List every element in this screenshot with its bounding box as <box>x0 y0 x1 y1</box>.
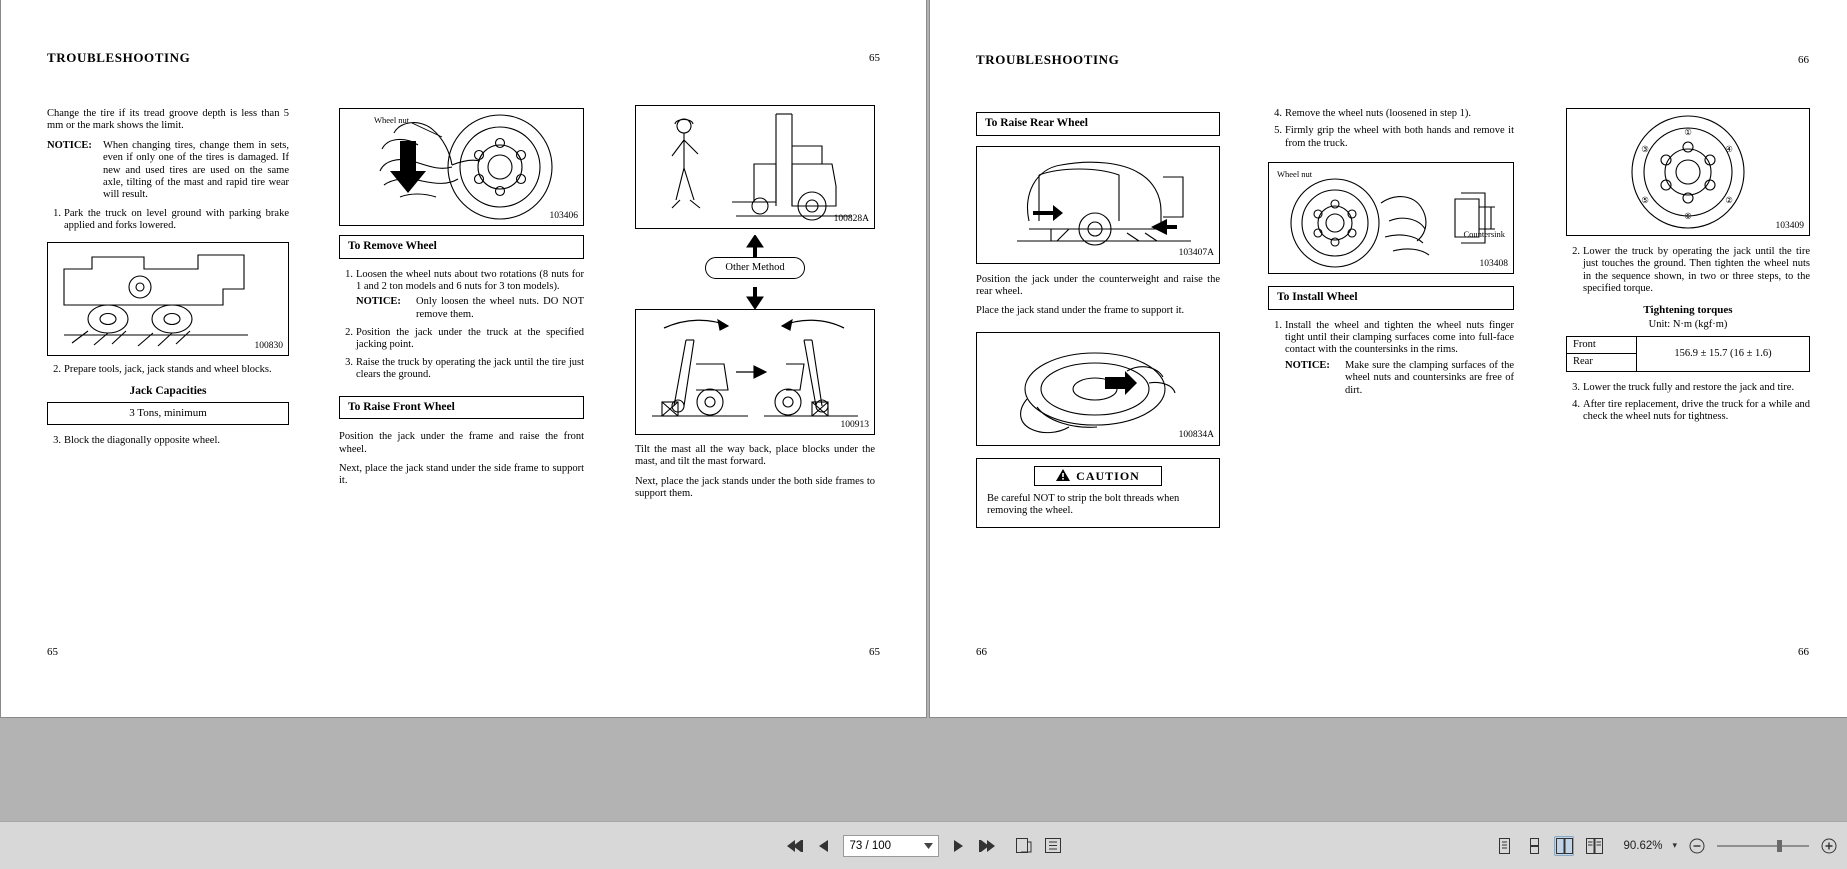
figure-number: 100913 <box>840 419 869 430</box>
zoom-slider-track <box>1717 845 1809 847</box>
page-footer-left: 66 <box>976 646 987 659</box>
list-item-number: 4. <box>1572 398 1580 410</box>
zoom-slider-knob[interactable] <box>1777 840 1782 852</box>
caution-box <box>976 458 1220 528</box>
list-item <box>47 435 289 447</box>
torque-value: 156.9 ± 15.7 (16 ± 1.6) <box>1637 336 1810 371</box>
caution-text: Be careful NOT to strip the bolt threads when removing the wheel. <box>987 492 1180 517</box>
list-item-number: 3. <box>1572 381 1580 393</box>
torque-row-label: Front <box>1567 336 1637 353</box>
wheel-nut-tightening-sequence-illustration <box>1567 109 1809 235</box>
install-wheel-steps <box>1268 320 1514 397</box>
notice-label: NOTICE: <box>1285 359 1330 371</box>
operator-forklift-illustration <box>636 106 874 228</box>
zoom-out-icon[interactable] <box>1687 836 1707 856</box>
toolbar-view-group <box>1494 836 1839 856</box>
remove-wheel-by-hand-illustration <box>977 333 1219 445</box>
tightening-torques-table <box>1566 336 1810 372</box>
list-item <box>1566 399 1810 424</box>
warning-triangle-icon <box>1056 469 1070 481</box>
list-item <box>1268 125 1514 150</box>
list-item-number: 1. <box>1274 319 1282 331</box>
figure-100834A <box>976 332 1220 446</box>
zoom-dropdown-icon[interactable]: ▾ <box>1672 840 1677 850</box>
figure-number: 103408 <box>1479 258 1508 269</box>
caution-label: CAUTION <box>1076 468 1140 483</box>
list-item-text: Raise the truck by operating the jack until the tire just clears the ground. <box>356 356 584 381</box>
torque-row-label: Rear <box>1567 354 1637 371</box>
remove-wheel-steps-cont <box>1268 108 1514 150</box>
raise-rear-para-2: Place the jack stand under the frame to support it. <box>976 305 1185 317</box>
figure-number: 100834A <box>1178 430 1214 441</box>
list-item-text: Lower the truck by operating the jack until the tire just touches the ground. Then tighten the wheel nuts in the sequence shown, in two or three steps, to the specified torque. <box>1583 246 1810 295</box>
list-item <box>47 364 289 376</box>
continuous-view-icon[interactable] <box>1524 836 1544 856</box>
callout-6: ⑥ <box>1684 211 1692 221</box>
jack-capacities-title: Jack Capacities <box>129 384 207 397</box>
figure-103406 <box>339 108 584 226</box>
jack-capacities-value: 3 Tons, minimum <box>47 402 289 425</box>
step-list-3 <box>47 435 289 447</box>
zoom-level-value: 90.62% <box>1623 839 1663 852</box>
list-item-number: 3. <box>53 435 61 447</box>
zoom-in-icon[interactable] <box>1819 836 1839 856</box>
zoom-slider[interactable] <box>1717 839 1809 853</box>
notice-text: When changing tires, change them in sets, even if only one of the tires is damaged. If new and used tires are used on the same axle, tilting of the mast and rapid tire wear will result. <box>103 139 289 201</box>
list-item-number: 1. <box>345 268 353 280</box>
table-row <box>1567 336 1810 353</box>
two-page-view-icon[interactable] <box>1554 836 1574 856</box>
list-item <box>1566 246 1810 296</box>
notice-label: NOTICE: <box>356 296 401 308</box>
list-item <box>1566 382 1810 394</box>
document-page-right[interactable] <box>929 0 1847 718</box>
list-item-text: Block the diagonally opposite wheel. <box>64 435 221 447</box>
figure-number: 103407A <box>1178 248 1214 259</box>
list-item-text: Lower the truck fully and restore the jack and tire. <box>1583 381 1795 393</box>
tightening-torques-unit: Unit: N·m (kgf·m) <box>1648 319 1728 331</box>
list-item-text: Install the wheel and tighten the wheel nuts finger tight until their clamping surfaces come into full-face contact with the countersinks in the rims. <box>1285 319 1514 356</box>
page-header-title: TROUBLESHOOTING <box>976 52 1120 67</box>
book-view-icon[interactable] <box>1584 836 1604 856</box>
figure-number: 100828A <box>833 213 869 224</box>
figure-103407A <box>976 146 1220 264</box>
figure-100913 <box>635 309 875 435</box>
list-item-number: 5. <box>1274 125 1282 137</box>
right-column-3 <box>1566 108 1810 429</box>
fit-page-icon[interactable] <box>1014 836 1034 856</box>
list-item-text: Park the truck on level ground with parking brake applied and forks lowered. <box>64 207 289 231</box>
left-column-2 <box>339 108 584 495</box>
page-footer-left: 65 <box>47 646 58 659</box>
notice-block <box>47 140 289 202</box>
figure-103409 <box>1566 108 1810 236</box>
notice-text: Make sure the clamping surfaces of the wheel nuts and countersinks are free of dirt. <box>1345 359 1514 396</box>
list-item-number: 2. <box>1572 246 1580 257</box>
list-item <box>339 357 584 382</box>
list-item-text: Prepare tools, jack, jack stands and wheel blocks. <box>64 364 272 376</box>
page-header-number: 65 <box>869 52 880 64</box>
list-item <box>339 269 584 322</box>
single-page-view-icon[interactable] <box>1494 836 1514 856</box>
right-column-2 <box>1268 108 1514 402</box>
figure-label-wheel-nut: Wheel nut <box>1277 169 1313 180</box>
raise-front-para-1: Position the jack under the frame and raise the front wheel. <box>339 431 584 455</box>
figure-103408 <box>1268 162 1514 274</box>
intro-paragraph: Change the tire if its tread groove depth is less than 5 mm or the mark shows the limit. <box>47 108 289 132</box>
notice-block <box>1285 360 1514 397</box>
raise-front-para-2: Next, place the jack stand under the side frame to support it. <box>339 462 584 487</box>
document-page-left[interactable] <box>0 0 927 718</box>
page-header-title: TROUBLESHOOTING <box>47 50 191 65</box>
figure-100828A <box>635 105 875 229</box>
heading-to-raise-rear-wheel: To Raise Rear Wheel <box>976 112 1220 136</box>
list-item-text: Remove the wheel nuts (loosened in step 1). <box>1285 108 1472 119</box>
loosen-wheel-nut-illustration <box>340 109 583 225</box>
page-footer-right: 66 <box>1798 646 1809 659</box>
callout-5: ⑤ <box>1641 195 1649 205</box>
page-header-number: 66 <box>1798 54 1809 66</box>
tilt-mast-para-2: Next, place the jack stands under the both side frames to support them. <box>635 475 875 500</box>
page-number-value: 73 / 100 <box>849 839 892 852</box>
list-item-number: 2. <box>53 364 61 376</box>
right-column-1 <box>976 112 1220 528</box>
remove-wheel-steps <box>339 269 584 382</box>
page-number-field[interactable] <box>843 835 939 857</box>
toolbar-navigation-group <box>785 835 1063 857</box>
list-item <box>339 327 584 352</box>
figure-number: 103409 <box>1775 220 1804 231</box>
list-item <box>1268 108 1514 120</box>
leader-line <box>412 121 452 143</box>
figure-label-countersink: Countersink <box>1463 229 1505 240</box>
final-steps <box>1566 382 1810 424</box>
list-item-number: 1. <box>53 207 61 219</box>
figure-number: 100830 <box>254 341 283 352</box>
tightening-torques-title: Tightening torques <box>1643 303 1733 316</box>
list-item-number: 3. <box>345 356 353 368</box>
tilt-mast-para-1: Tilt the mast all the way back, place blocks under the mast, and tilt the mast forward. <box>635 444 875 468</box>
left-column-1 <box>47 108 289 453</box>
previous-page-icon[interactable] <box>814 836 834 856</box>
next-page-icon[interactable] <box>948 836 968 856</box>
figure-label-wheel-nut: Wheel nut <box>374 115 410 125</box>
last-page-icon[interactable] <box>977 836 997 856</box>
first-page-icon[interactable] <box>785 836 805 856</box>
viewer-toolbar <box>0 821 1847 869</box>
list-item-text: Position the jack under the truck at the specified jacking point. <box>356 327 584 351</box>
rear-wheel-jack-illustration <box>977 147 1219 263</box>
notice-label: NOTICE: <box>47 139 92 151</box>
list-item-text: Loosen the wheel nuts about two rotations (8 nuts for 1 and 2 ton models and 6 nuts for 3 ton models). <box>356 268 584 292</box>
list-item-text: After tire replacement, drive the truck for a while and check the wheel nuts for tightness. <box>1583 398 1810 423</box>
raise-rear-para-1: Position the jack under the counterweight and raise the rear wheel. <box>976 273 1220 297</box>
figure-100830 <box>47 242 289 356</box>
callout-4: ④ <box>1725 144 1733 154</box>
notice-text: Only loosen the wheel nuts. DO NOT remove them. <box>416 296 584 320</box>
caution-bar <box>1034 466 1162 486</box>
heading-to-remove-wheel: To Remove Wheel <box>339 235 584 259</box>
left-column-3 <box>635 105 875 508</box>
step-list-2 <box>47 364 289 376</box>
lower-truck-step <box>1566 246 1810 296</box>
step-list-1 <box>47 208 289 233</box>
list-item-number: 2. <box>345 327 353 339</box>
list-item <box>1268 320 1514 397</box>
chevron-down-icon[interactable] <box>922 836 936 856</box>
other-method-group <box>635 235 875 309</box>
notice-block <box>356 296 584 321</box>
fit-width-icon[interactable] <box>1043 836 1063 856</box>
mast-tilt-blocks-illustration <box>636 310 874 434</box>
callout-1: ① <box>1684 127 1692 137</box>
callout-2: ② <box>1725 195 1733 205</box>
other-method-label: Other Method <box>705 257 805 279</box>
heading-to-raise-front-wheel: To Raise Front Wheel <box>339 396 584 420</box>
figure-number: 103406 <box>549 210 578 221</box>
heading-to-install-wheel: To Install Wheel <box>1268 286 1514 310</box>
callout-3: ③ <box>1641 144 1649 154</box>
wheel-nut-countersink-illustration <box>1269 163 1513 273</box>
page-footer-right: 65 <box>869 646 880 659</box>
list-item <box>47 208 289 233</box>
forklift-wheel-block-illustration <box>48 243 288 355</box>
list-item-text: Firmly grip the wheel with both hands and remove it from the truck. <box>1285 125 1514 149</box>
list-item-number: 4. <box>1274 108 1282 119</box>
